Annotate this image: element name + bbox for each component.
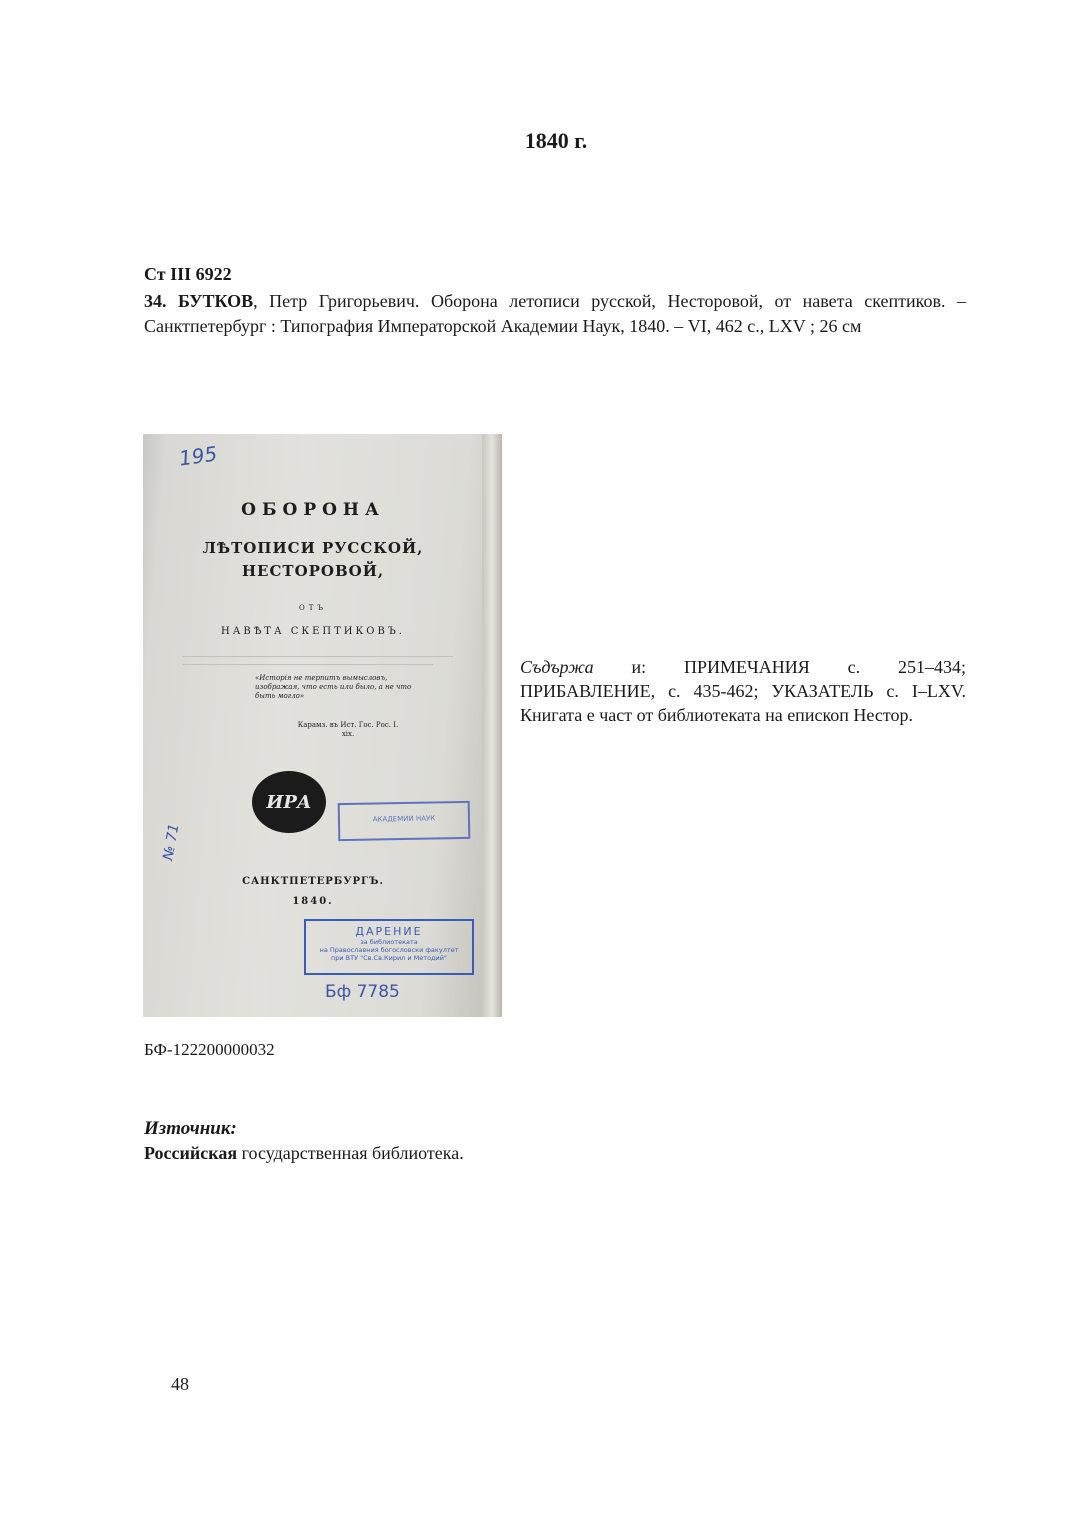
epigraph-quote: «Исторія не терпитъ вымысловъ, изображая, что есть или было, а не что быть могло» (255, 674, 412, 700)
source-text (144, 1143, 464, 1164)
faint-text-line (183, 664, 433, 665)
bibliographic-entry (144, 289, 966, 339)
handwritten-inventory-number: Бф 7785 (325, 982, 400, 1002)
library-stamp: АКАДЕМИИ НАУК (338, 801, 471, 841)
publication-city: САНКТПЕТЕРБУРГЪ. (242, 876, 384, 887)
book-title-line3: НЕСТОРОВОЙ, (241, 562, 385, 580)
donation-stamp (304, 919, 474, 975)
entry-description: , Петр Григорьевич. Оборона летописи русской, Несторовой, от навета скептиков. – Санктпетербург : Типография Императорской Академии Наук, 1840. – VI, 462 с., LXV ; 26 см (144, 291, 967, 336)
source-label: Източник: (144, 1118, 237, 1139)
publisher-logo: ИРА (252, 771, 326, 833)
contents-text: и: ПРИМЕЧАНИЯ с. 251–434; ПРИБАВЛЕНИЕ, с. 435-462; УКАЗАТЕЛЬ с. I–LXV. Книгата е част от библиотеката на епископ Нестор. (520, 657, 966, 725)
book-title-line1: ОБОРОНА (241, 500, 385, 520)
year-heading: 1840 г. (524, 128, 588, 153)
shelfmark: Ст III 6922 (144, 264, 232, 284)
book-title-line4: ОТЪ (299, 604, 327, 612)
faint-text-line (183, 656, 453, 657)
contents-label: Съдържа (520, 657, 594, 677)
contents-note (520, 655, 966, 727)
publication-year: 1840. (292, 896, 334, 907)
donation-stamp-line: при ВТУ "Св.Св.Кирил и Методий" (331, 954, 447, 962)
handwritten-number-top: 195 (177, 441, 219, 471)
book-title-line2: ЛѢТОПИСИ РУССКОЙ, (202, 539, 424, 557)
page-edge (482, 434, 502, 1017)
handwritten-side-note: № 71 (160, 822, 183, 862)
donation-stamp-line: за библиотеката (360, 938, 418, 946)
accession-number: БФ-122200000032 (144, 1040, 275, 1059)
epigraph-citation: Карамз. въ Ист. Гос. Рос. I. xix. (297, 721, 399, 738)
source-library-bold: Российская (144, 1143, 238, 1163)
page-number: 48 (171, 1374, 189, 1394)
donation-stamp-title: ДАРЕНИЕ (355, 925, 423, 938)
title-page-photo (143, 434, 502, 1017)
donation-stamp-line: на Православния богословски факултет (319, 946, 459, 954)
source-library-rest: государственная библиотека. (237, 1143, 464, 1163)
book-title-line5: НАВѢТА СКЕПТИКОВЪ. (221, 626, 405, 637)
entry-number-author: 34. БУТКОВ (144, 291, 254, 311)
